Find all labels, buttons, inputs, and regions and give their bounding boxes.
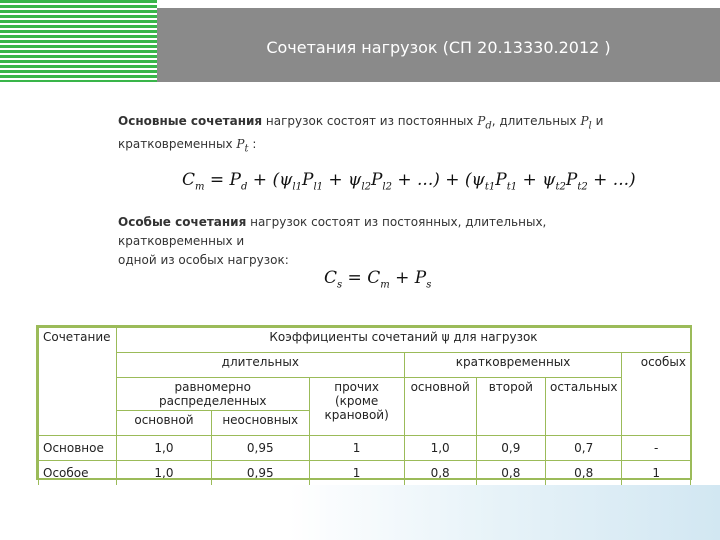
formula-basic-combination: $C_m = P_d + (\psi_{l1}P_{l1} + \psi_{l2}P_{l2}$ + ...) + ($\psi_{t1}P_{t1} + \psi_{t2}P_{t2}$ + ...) — [182, 170, 636, 193]
header-combination: Сочетание — [39, 328, 117, 436]
row-name: Основное — [39, 436, 117, 461]
special-combinations-paragraph — [118, 213, 658, 270]
formula-special-combination: $C_s = C_m + P_s$ — [324, 268, 432, 291]
table-cell: 0,95 — [211, 436, 309, 461]
table-cell: 0,8 — [546, 461, 622, 486]
para2-text2: одной из особых нагрузок: — [118, 253, 289, 267]
var-pl: $P_l$ — [580, 114, 592, 132]
header-short: кратковременных — [404, 353, 622, 378]
table-cell: 1,0 — [404, 436, 476, 461]
var-pd: $P_d$ — [477, 114, 492, 132]
header-special: особых — [622, 353, 691, 436]
decorative-bottom-gradient — [0, 485, 720, 540]
para1-text4: кратковременных — [118, 137, 237, 152]
header-uniform-nonmain: неосновных — [211, 411, 309, 436]
row-name: Особое — [39, 461, 117, 486]
table-row — [39, 436, 691, 461]
para1-text1: нагрузок состоят из постоянных — [262, 114, 478, 128]
table-cell: 0,7 — [546, 436, 622, 461]
var-pt: $P_t$ — [236, 137, 249, 155]
basic-combinations-paragraph — [118, 112, 658, 159]
header-uniform: равномерно распределенных — [116, 378, 309, 411]
decorative-stripes — [0, 0, 157, 82]
table-header-row-1 — [39, 328, 691, 353]
slide-title: Сочетания нагрузок (СП 20.13330.2012 ) — [266, 38, 611, 57]
header-long: длительных — [116, 353, 404, 378]
header-bar — [157, 8, 720, 82]
para1-text5: : — [248, 137, 257, 152]
header-uniform-main: основной — [116, 411, 211, 436]
para1-text3: и — [591, 114, 604, 128]
coefficients-table — [38, 327, 691, 486]
table-cell: 1 — [309, 461, 404, 486]
table-cell: 0,8 — [404, 461, 476, 486]
para2-text1: нагрузок состоят из постоянных, длительных, кратковременных и — [118, 215, 547, 248]
header-short-second: второй — [476, 378, 545, 436]
para1-text2: , длительных — [491, 114, 581, 128]
table-cell: 1,0 — [116, 461, 211, 486]
table-header-row-3 — [39, 378, 691, 411]
table-header-row-2 — [39, 353, 691, 378]
special-combinations-term: Особые сочетания — [118, 215, 247, 229]
table-cell: 1 — [309, 436, 404, 461]
header-short-rest: остальных — [546, 378, 622, 436]
header-short-main: основной — [404, 378, 476, 436]
table-cell: 0,9 — [476, 436, 545, 461]
table-cell: 0,8 — [476, 461, 545, 486]
table-cell: 1 — [622, 461, 691, 486]
header-coefficients: Коэффициенты сочетаний ψ для нагрузок — [116, 328, 690, 353]
table-cell: 0,95 — [211, 461, 309, 486]
table-row — [39, 461, 691, 486]
table-cell: - — [622, 436, 691, 461]
header-other: прочих (кроме крановой) — [309, 378, 404, 436]
basic-combinations-term: Основные сочетания — [118, 114, 263, 128]
table-cell: 1,0 — [116, 436, 211, 461]
